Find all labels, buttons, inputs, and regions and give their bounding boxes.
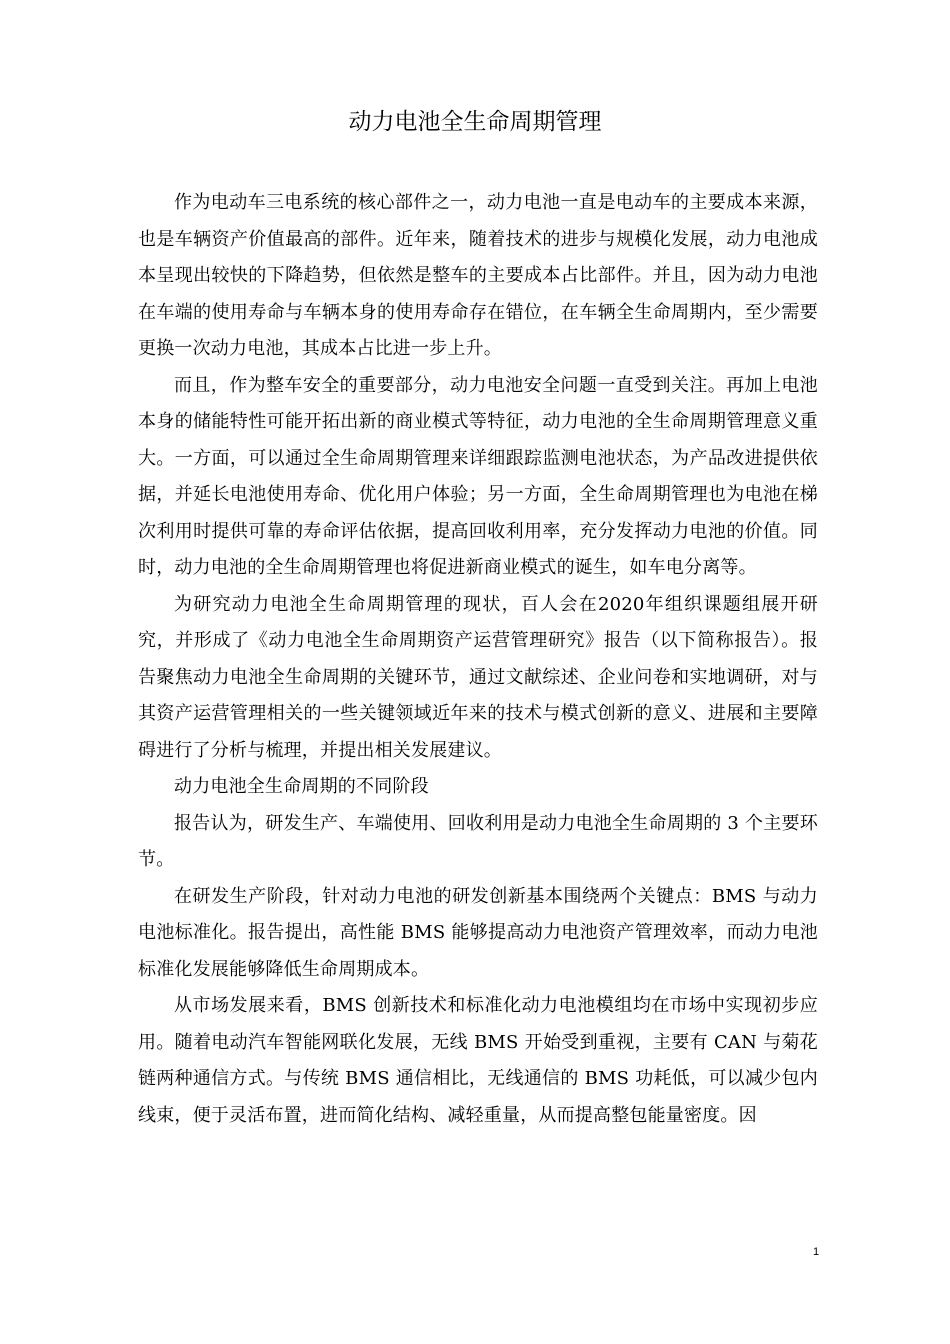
document-body (138, 185, 818, 1134)
section-heading-stages: 动力电池全生命周期的不同阶段 (174, 776, 429, 797)
paragraph-stages: 报告认为，研发生产、车端使用、回收利用是动力电池全生命周期的 3 个主要环节。 (138, 812, 818, 870)
paragraph-rd: 在研发生产阶段，针对动力电池的研发创新基本围绕两个关键点：BMS 与动力电池标准化。报告提出，高性能 BMS 能够提高动力电池资产管理效率，而动力电池标准化发展能够降低生命周期成本。 (138, 885, 818, 980)
paragraph-intro: 作为电动车三电系统的核心部件之一，动力电池一直是电动车的主要成本来源，也是车辆资产价值最高的部件。近年来，随着技术的进步与规模化发展，动力电池成本呈现出较快的下降趋势，但依然是整车的主要成本占比部件。并且，因为动力电池在车端的使用寿命与车辆本身的使用寿命存在错位，在车辆全生命周期内，至少需要更换一次动力电池，其成本占比进一步上升。 (138, 192, 818, 359)
page-number: 1 (812, 1246, 820, 1258)
paragraph-safety: 而且，作为整车安全的重要部分，动力电池安全问题一直受到关注。再加上电池本身的储能特性可能开拓出新的商业模式等特征，动力电池的全生命周期管理意义重大。一方面，可以通过全生命周期管理来详细跟踪监测电池状态，为产品改进提供依据，并延长电池使用寿命、优化用户体验；另一方面，全生命周期管理也为电池在梯次利用时提供可靠的寿命评估依据，提高回收利用率，充分发挥动力电池的价值。同时，动力电池的全生命周期管理也将促进新商业模式的诞生，如车电分离等。 (138, 374, 818, 578)
paragraph-market: 从市场发展来看，BMS 创新技术和标准化动力电池模组均在市场中实现初步应用。随着电动汽车智能网联化发展，无线 BMS 开始受到重视，主要有 CAN 与菊花链两种通信方式。与传统 BMS 通信相比，无线通信的 BMS 功耗低，可以减少包内线束，便于灵活布置，进而简化结构、减轻重量，从而提高整包能量密度。因 (138, 995, 818, 1126)
paragraph-research: 为研究动力电池全生命周期管理的现状，百人会在2020年组织课题组展开研究，并形成了《动力电池全生命周期资产运营管理研究》报告（以下简称报告）。报告聚焦动力电池全生命周期的关键环节，通过文献综述、企业问卷和实地调研，对与其资产运营管理相关的一些关键领域近年来的技术与模式创新的意义、进展和主要障碍进行了分析与梳理，并提出相关发展建议。 (138, 593, 818, 761)
document-title: 动力电池全生命周期管理 (348, 109, 602, 135)
